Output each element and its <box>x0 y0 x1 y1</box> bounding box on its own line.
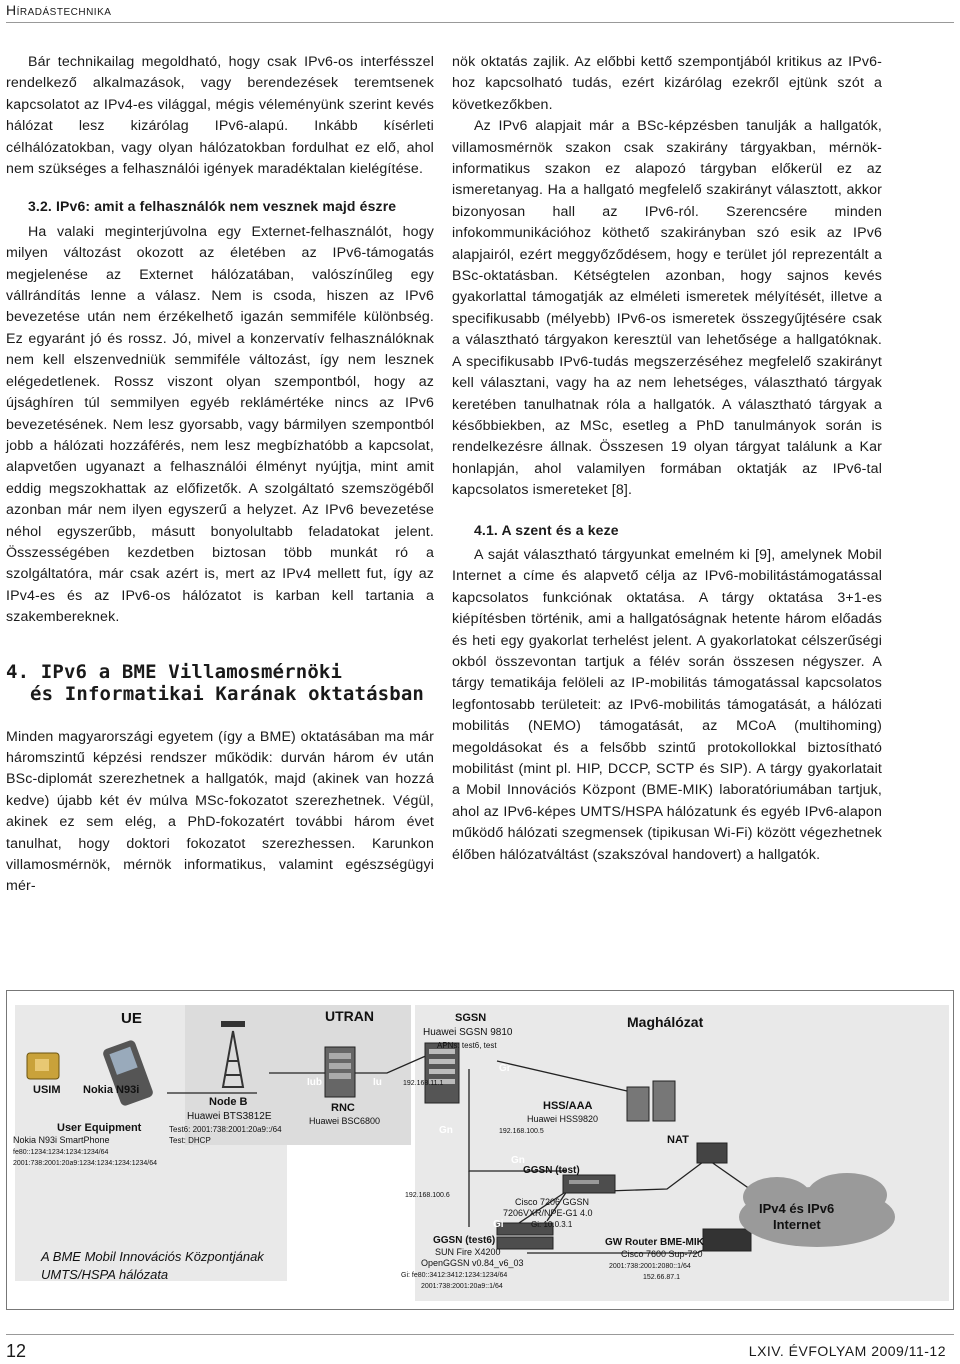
gw-router-icon <box>703 1229 751 1251</box>
label-utran: UTRAN <box>325 1008 374 1024</box>
label-ue-title: User Equipment <box>57 1122 142 1134</box>
label-gw-addr2: 152.66.87.1 <box>643 1274 680 1281</box>
right-column <box>452 52 882 866</box>
label-maghalozat: Maghálózat <box>627 1014 704 1030</box>
label-ggsn6-gi2: 2001:738:2001:20a9::1/64 <box>421 1283 503 1290</box>
subsection-heading: 4.1. A szent és a keze <box>474 521 619 538</box>
paragraph: Minden magyarországi egyetem (így a BME) oktatásában ma már háromszintű képzési rendszer működik: durván három év után BSc-diplomát szerezhetnek a hallgatók, majd (akinek van hozzá kedve) újabb két év múlva MSc-fokozatot szerezhetnek. Végül, akinek ez sem elég, a PhD-fokozatért további három évet tanulhat, hogy doktori fokozatot szerezhessen. Karunkon villamosmérnök, mérnök informatikus, valamint egészségügyi mér- <box>6 728 434 895</box>
label-internet-1: IPv4 és IPv6 <box>759 1201 835 1216</box>
label-nodeb: Node B <box>209 1096 248 1108</box>
label-internet-2: Internet <box>773 1217 821 1232</box>
label-ggsn-test: GGSN (test) <box>523 1165 580 1176</box>
page-footer <box>6 1334 954 1361</box>
label-ue-addr2: 2001:738:2001:20a9:1234:1234:1234:1234/64 <box>13 1160 158 1167</box>
section-heading-line: 4. IPv6 a BME Villamosmérnöki <box>6 660 343 683</box>
paragraph: Ha valaki meginterjúvolna egy Externet-felhasználót, hogy milyen változást okozott az életében az IPv6-támogatás megjelenése az Externet hálózatában, valószínűleg egy vállrándítás lenne a válasz. Nem is csoda, hiszen az IPv6 bevezetése után nem érzékelhető igazán semmiféle különbség. Ez egyaránt jó és rossz. Jó, mivel a konzervatív felhasználóknak nem kell elszenvedniük semmiféle változást, így nem lesznek elégedetlenek. Rossz viszont olyan szempontból, hogy az újsághíren túl semmilyen egyéb reklámértéke nincs az IPv6 bevezetésének. Nem lesz gyorsabb, vagy bármilyen szempontból jobb a hálózati hozzáférés, nem lesz megbízhatóbb a kapcsolat, alapvetően ugyanazt a felhasználói élményt nyújtja, mint amit eddig megszokhattak az előfizetők. A szolgáltató szemszögéből azonban már nem ilyen egyszerű a helyzet. Az IPv6 bevezetése néhol egyszerűbb, másutt bonyolultabb feladatokat jelent. Összességében kezdetben biztosan több munkát ró a szolgáltatóra, már csak azért is, mert az IPv4 mellett fut, így az IPv4-es és az IPv6-os hálózatot is karban kell tartania a szakembereknek. <box>6 223 434 626</box>
label-gi: Gi <box>493 1219 504 1230</box>
label-nat: NAT <box>667 1134 689 1146</box>
ggsn-router-icon <box>563 1175 615 1193</box>
label-ip-3: 192.168.100.6 <box>405 1192 450 1199</box>
label-hss-model: Huawei HSS9820 <box>527 1114 599 1124</box>
label-nokia: Nokia N93i <box>83 1084 140 1096</box>
page-number: 12 <box>6 1341 27 1361</box>
label-gw-model: Cisco 7600 Sup-720 <box>621 1249 703 1259</box>
label-ue: UE <box>121 1010 142 1027</box>
label-gn-2: Gn <box>511 1155 525 1166</box>
label-gw: GW Router BME-MIK <box>605 1237 704 1248</box>
issue-label: LXIV. ÉVFOLYAM 2009/11-12 <box>748 1343 946 1359</box>
paragraph: A saját választható tárgyunkat emelném ki [9], amelynek Mobil Internet a címe és alapvető célja az IPv6-mobilitástámogatással kapcsolatos funkciónak oktatása. A tárgy oktatása 3+1-es kiépítésben történik, ami a hallgatóságnak hetente három előadás és heti egy gyakorlat terhelést jelent. A gyakorlatokat célszerűségi okból összevontan tartjuk a félév során összesen négyszer. A tárgy tematikája felöleli az IP-mobilitás támogatással kapcsolatos legfontosabb területeit: az IPv6-mobilitás támogatását, a hálózati mobilitás (NEMO) támogatását, az MCoA (multihoming) megoldásokat és a felsőbb szintű protokollokkal biztosítható mobilitást (mint pl. HIP, DCCP, SCTP és SIP). A tárgy gyakorlatait a Mobil Innovációs Központ (BME-MIK) laboratóriumában tartjuk, ahol az IPv6-képes UMTS/HSPA hálózatunk és egyéb IPv6-alapon működő hálózati szegmensek (tipikusan Wi-Fi) között végezhetnek élőben hálózatváltást (szakszóval handovert) a hallgatók. <box>452 546 882 863</box>
network-diagram-svg <box>7 991 953 1309</box>
label-ggsn-test-m1: Cisco 7206 GGSN <box>515 1197 590 1207</box>
label-iub: Iub <box>307 1077 322 1088</box>
label-gr: Gr <box>499 1063 511 1074</box>
label-ggsn6-m1: SUN Fire X4200 <box>435 1247 501 1257</box>
label-rnc: RNC <box>331 1102 355 1114</box>
subsection-heading: 3.2. IPv6: amit a felhasználók nem vesznek majd észre <box>28 198 397 215</box>
left-column <box>6 52 434 898</box>
label-ip-2: 192.168.100.5 <box>499 1128 544 1135</box>
label-nodeb-test6: Test6: 2001:738:2001:20a9::/64 <box>169 1125 282 1134</box>
nat-icon <box>697 1143 727 1163</box>
label-ggsn6-gi1: Gi: fe80::3412:3412:1234:1234/64 <box>401 1272 508 1279</box>
label-ggsn-test-gi: Gi: 10.0.3.1 <box>531 1220 573 1229</box>
label-ggsn-test-m2: 7206VXR/NPE-G1 4.0 <box>503 1208 593 1218</box>
label-ggsn6-m2: OpenGGSN v0.84_v6_03 <box>421 1258 524 1268</box>
label-iu: Iu <box>373 1077 382 1088</box>
label-ip-1: 192.168.11.1 <box>403 1080 444 1087</box>
label-ggsn6: GGSN (test6) <box>433 1235 496 1246</box>
sgsn-server-icon <box>425 1043 459 1103</box>
label-usim: USIM <box>33 1084 61 1096</box>
caption-line: UMTS/HSPA hálózata <box>41 1267 169 1282</box>
label-gw-addr1: 2001:738:2001:2080::1/64 <box>609 1263 691 1270</box>
rnc-server-icon <box>325 1047 355 1097</box>
running-header <box>6 0 954 23</box>
paragraph: nök oktatás zajlik. Az előbbi kettő szempontjából kritikus az IPv6-hoz kapcsolható tudás, ezért kizárólag ezekről ejtünk szót a következőkben. <box>452 54 882 113</box>
section-heading-line: és Informatikai Karának oktatásban <box>30 682 425 705</box>
label-ue-addr1: fe80::1234:1234:1234:1234/64 <box>13 1149 109 1156</box>
section-heading <box>6 661 434 705</box>
label-sgsn: SGSN <box>455 1012 487 1024</box>
sim-card-icon <box>27 1053 59 1079</box>
label-hss: HSS/AAA <box>543 1100 593 1112</box>
network-diagram <box>6 990 954 1310</box>
caption-line: A BME Mobil Innovációs Központjának <box>41 1249 264 1264</box>
label-rnc-model: Huawei BSC6800 <box>309 1116 381 1126</box>
label-nodeb-test: Test: DHCP <box>169 1136 211 1145</box>
label-ue-phone: Nokia N93i SmartPhone <box>13 1135 110 1145</box>
section-title: Híradástechnika <box>6 2 112 18</box>
label-sgsn-model: Huawei SGSN 9810 <box>423 1027 513 1038</box>
paragraph: Bár technikailag megoldható, hogy csak IPv6-os interfésszel rendelkező alkalmazások, vagy berendezések teremtsenek kapcsolatot az IPv4-es világgal, mégis véleményünk szerint kevés hálózat lesz kizárólag IPv6-alapú. Inkább kísérleti célhálózatokban, vagy olyan hálózatokban fordulhat ez elő, ahol nem szükséges a felhasználói igények maradéktalan kielégítése. <box>6 54 434 178</box>
label-nodeb-model: Huawei BTS3812E <box>187 1111 272 1122</box>
label-gn-1: Gn <box>439 1125 453 1136</box>
paragraph: Az IPv6 alapjait már a BSc-képzésben tanulják a hallgatók, villamosmérnök szakon csak szakirány tárgyakban, mérnök-informatikus szakon ez alapozó tárgyban előkerül ez az ismeretanyag. Ha a hallgató megfelelő szakirányt választott, akkor bizonyosan hall az IPv6-ról. Szerencsére minden infokommunikációhoz köthető szakirányban szó esik az IPv6 alapjairól, ezért meggyőződésem, hogy e terület jól reprezentált a BSc-oktatásban. Kétségtelen azonban, hogy sajnos kevés gyakorlattal támogatják az elméleti ismeretek mélyítését, illetve a specifikusabb (mélyebb) IPv6-os ismeretek összegyűjtésére csak a választható tárgyakon keresztül van lehetősége a hallgatóknak. A specifikusabb IPv6-tudás megszerzéséhez megfelelő szakirányt kell választani, vagy ha az nem lehetséges, választható tárgyak keretében tanulhatnak róla a hallgatók. A választható tárgyak a későbbiekben, az MSc, esetleg a PhD tanulmányok során is rendelkezésre állnak. Összesen 19 olyan tárgyat találunk a Kar honlapján, ahol valamilyen formában oktatják az IPv6-tal kapcsolatos ismereteket [8]. <box>452 118 882 499</box>
label-sgsn-apns: APNs: test6, test <box>437 1041 497 1050</box>
